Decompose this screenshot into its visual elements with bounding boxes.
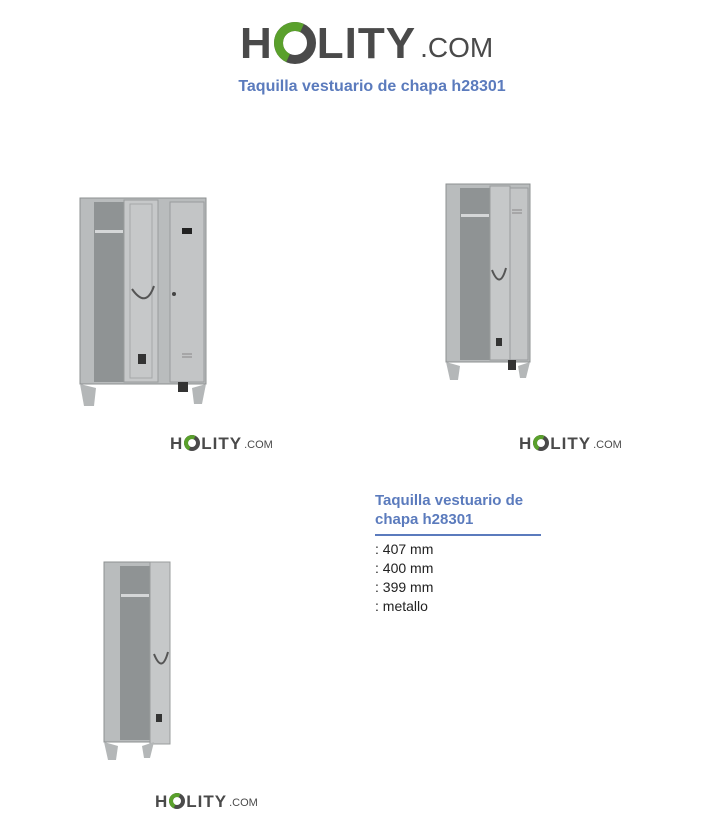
logo-text-com: .COM bbox=[229, 797, 258, 809]
logo-text-h: H bbox=[170, 434, 184, 453]
page-title: Taquilla vestuario de chapa h28301 bbox=[238, 78, 506, 95]
spec-title: Taquilla vestuario de chapa h28301 bbox=[375, 492, 524, 528]
holity-logo-image-3 bbox=[155, 790, 258, 810]
logo-text-lity: LITY bbox=[201, 434, 243, 453]
logo-text-h: H bbox=[519, 434, 533, 453]
logo-text-h: H bbox=[155, 792, 169, 811]
three-door-locker-image bbox=[74, 194, 210, 408]
spec-block bbox=[375, 491, 541, 616]
logo-text-com: .COM bbox=[593, 439, 622, 451]
logo-text-lity: LITY bbox=[316, 19, 417, 68]
spec-line-3: : 399 mm bbox=[375, 579, 434, 595]
logo-ring-icon bbox=[169, 793, 185, 809]
logo-text-h: H bbox=[240, 19, 273, 68]
spec-divider bbox=[375, 534, 541, 536]
logo-ring-icon bbox=[274, 22, 316, 64]
logo-ring-icon bbox=[533, 435, 549, 451]
holity-logo-image-1 bbox=[170, 432, 273, 452]
logo-text-lity: LITY bbox=[186, 792, 228, 811]
logo-text-lity: LITY bbox=[550, 434, 592, 453]
holity-logo-image-2 bbox=[519, 432, 622, 452]
spec-line-4: : metallo bbox=[375, 598, 428, 614]
two-door-locker-image bbox=[442, 180, 534, 384]
holity-logo-main bbox=[240, 14, 493, 66]
logo-text-com: .COM bbox=[420, 32, 494, 63]
logo-ring-icon bbox=[184, 435, 200, 451]
single-door-locker-image bbox=[100, 558, 174, 764]
spec-line-2: : 400 mm bbox=[375, 560, 434, 576]
logo-text-com: .COM bbox=[244, 439, 273, 451]
spec-line-1: : 407 mm bbox=[375, 541, 434, 557]
